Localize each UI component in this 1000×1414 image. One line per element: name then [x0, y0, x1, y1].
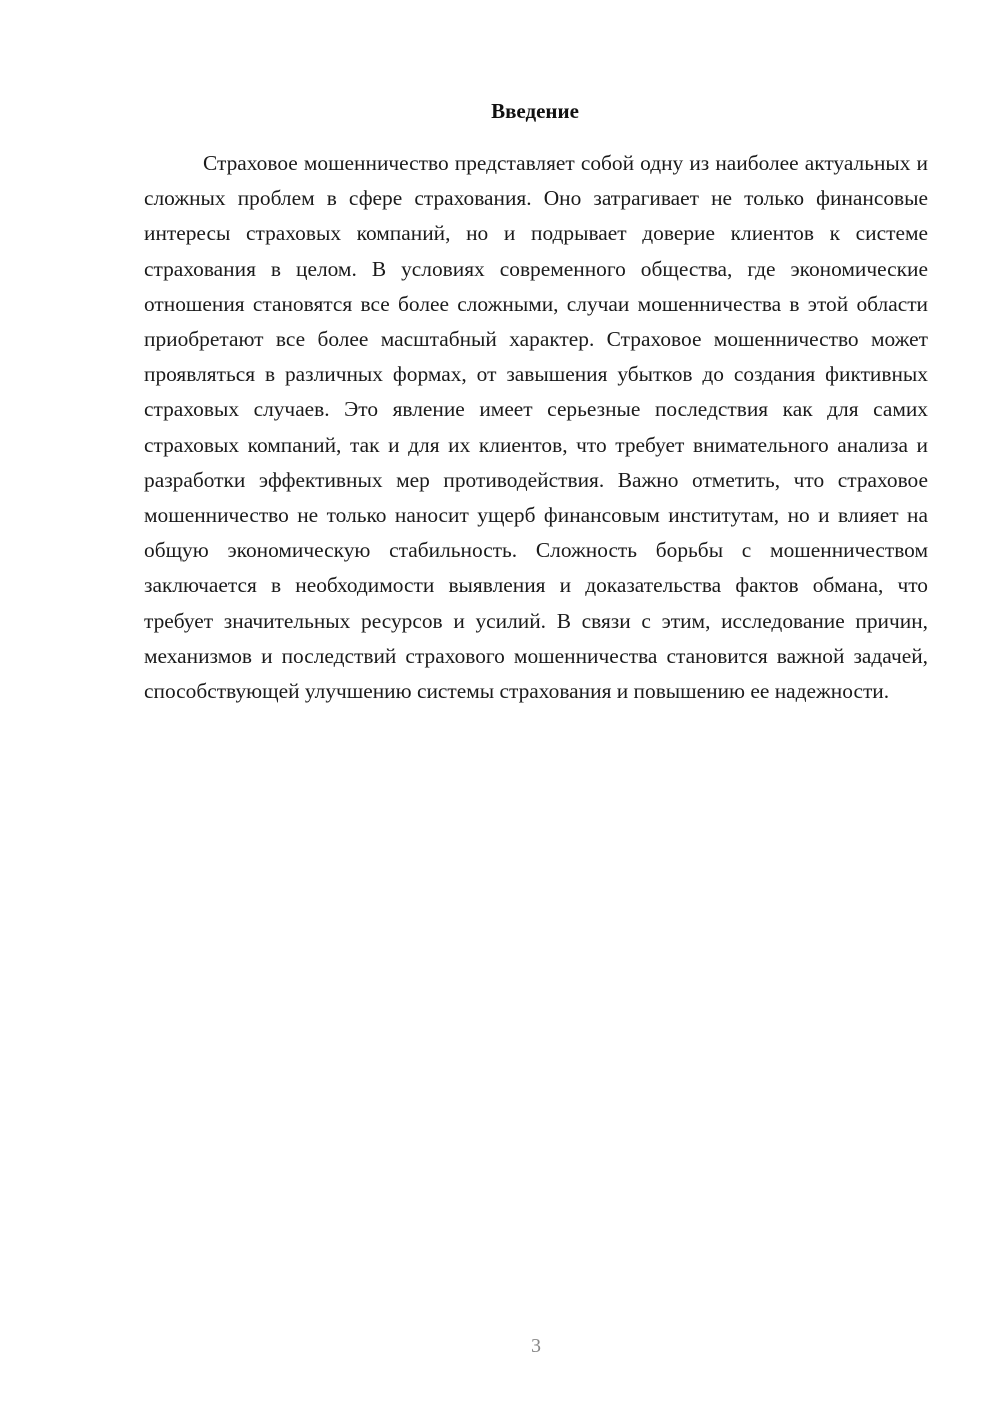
- body-paragraph: Страховое мошенничество представляет собой одну из наиболее актуальных и сложных проблем в сфере страхования. Оно затрагивает не только финансовые интересы страховых компаний, но и подрывает доверие клиентов к системе страхования в целом. В условиях современного общества, где экономические отношения становятся все более сложными, случаи мошенничества в этой области приобретают все более масштабный характер. Страховое мошенничество может проявляться в различных формах, от завышения убытков до создания фиктивных страховых случаев. Это явление имеет серьезные последствия как для самих страховых компаний, так и для их клиентов, что требует внимательного анализа и разработки эффективных мер противодействия. Важно отметить, что страховое мошенничество не только наносит ущерб финансовым институтам, но и влияет на общую экономическую стабильность. Сложность борьбы с мошенничеством заключается в необходимости выявления и доказательства фактов обмана, что требует значительных ресурсов и усилий. В связи с этим, исследование причин, механизмов и последствий страхового мошенничества становится важной задачей, способствующей улучшению системы страхования и повышению ее надежности.: [144, 151, 928, 704]
- section-heading: Введение: [491, 99, 579, 123]
- page-number: 3: [531, 1335, 541, 1357]
